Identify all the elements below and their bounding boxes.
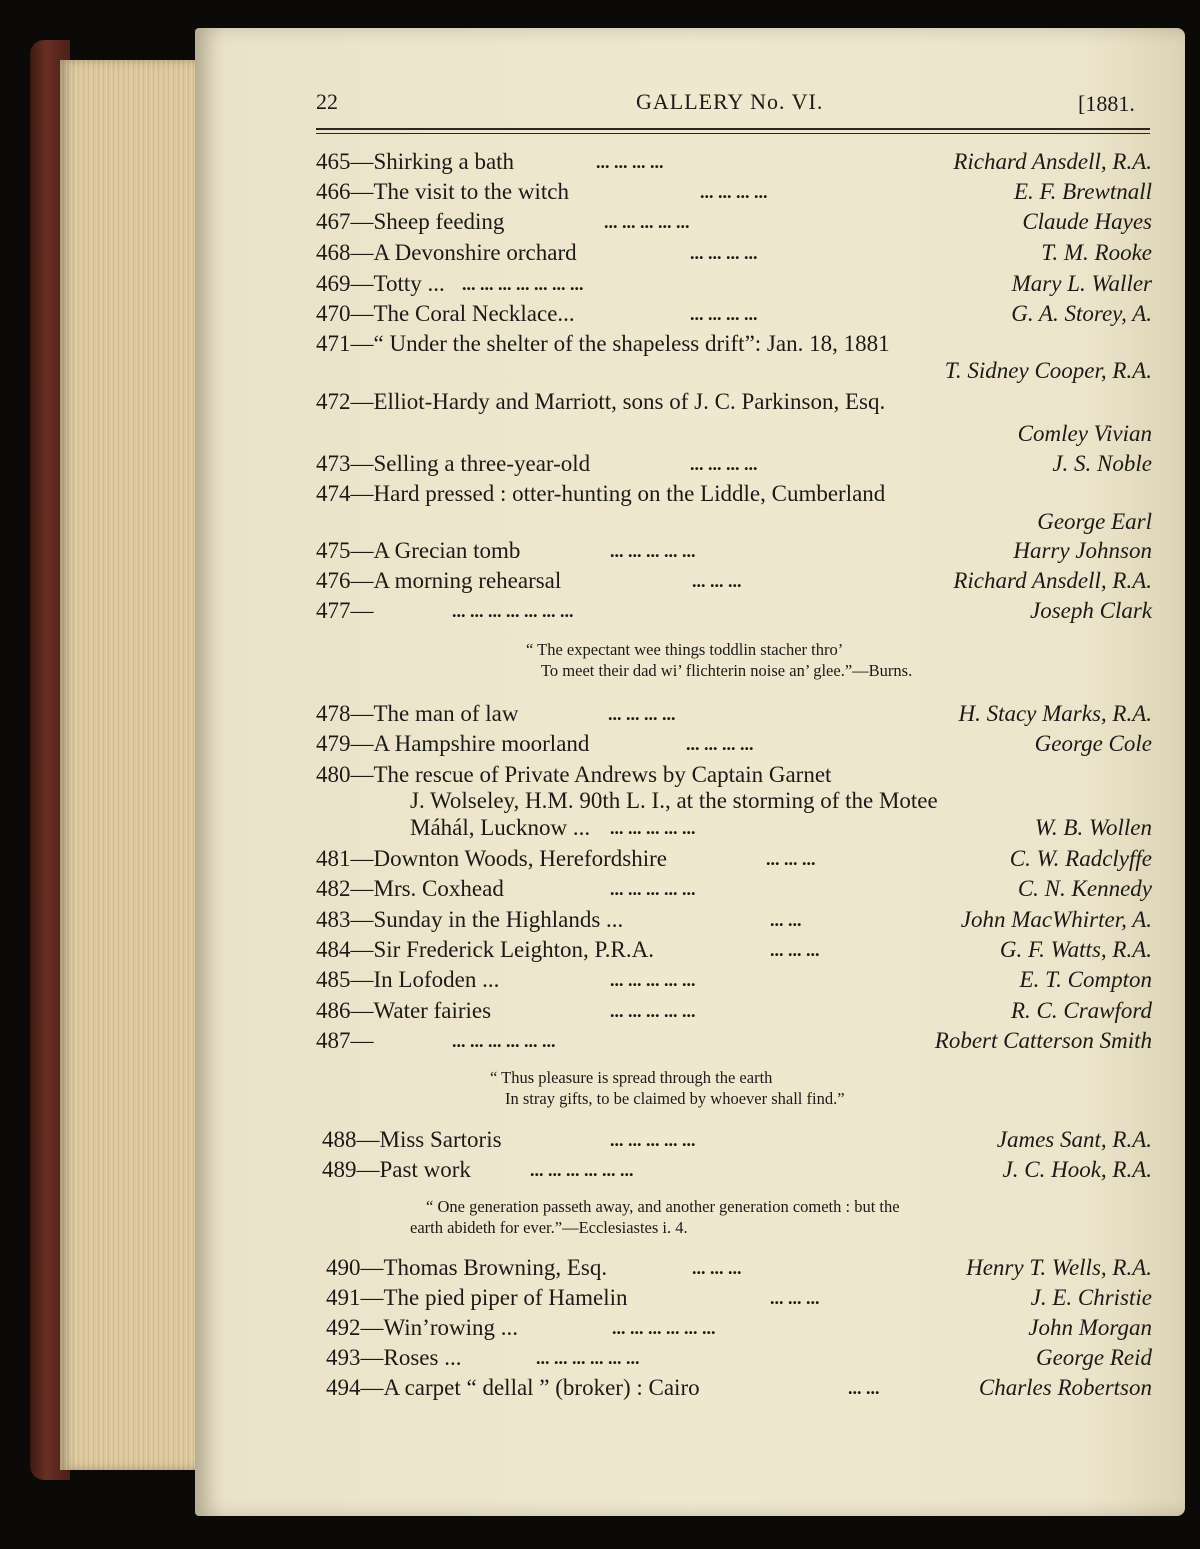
- leader-dots: ... ... ... ... ... ...: [536, 1348, 640, 1368]
- entry-artist: G. A. Storey, A.: [1011, 301, 1152, 326]
- leader-dots: ... ... ... ... ...: [610, 818, 696, 838]
- entry-title: 474—Hard pressed : otter-hunting on the Liddle, Cumberland: [316, 481, 886, 506]
- header-rule: [316, 128, 1150, 130]
- entry-artist: Henry T. Wells, R.A.: [966, 1255, 1152, 1280]
- entry-title: 469—Totty ...: [316, 271, 445, 296]
- quote-line: earth abideth for ever.”—Ecclesiastes i. 4.: [410, 1218, 688, 1237]
- quote-line: “ One generation passeth away, and another generation cometh : but the: [426, 1197, 900, 1216]
- entry-artist: Robert Catterson Smith: [934, 1028, 1152, 1053]
- page-title: GALLERY No. VI.: [636, 89, 824, 114]
- entry-artist: E. F. Brewtnall: [1014, 179, 1152, 204]
- entry-title: 487—: [316, 1028, 374, 1053]
- entry-artist: Joseph Clark: [1029, 598, 1152, 623]
- entry-title: 492—Win’rowing ...: [326, 1315, 518, 1340]
- entry-title: 483—Sunday in the Highlands ...: [316, 907, 624, 932]
- entry-artist: T. Sidney Cooper, R.A.: [944, 358, 1152, 383]
- entry-artist: T. M. Rooke: [1041, 240, 1152, 265]
- entry-title: 485—In Lofoden ...: [316, 967, 500, 992]
- leader-dots: ... ... ... ... ...: [610, 1130, 696, 1150]
- entry-artist: Comley Vivian: [1017, 421, 1152, 446]
- entry-title: 493—Roses ...: [326, 1345, 462, 1370]
- quote-line: “ Thus pleasure is spread through the earth: [490, 1068, 773, 1087]
- leader-dots: ... ... ...: [692, 571, 742, 591]
- entry-title: 476—A morning rehearsal: [316, 568, 562, 593]
- entry-artist: Harry Johnson: [1013, 538, 1152, 563]
- entry-artist: George Cole: [1034, 731, 1152, 756]
- page-edges: [60, 60, 200, 1470]
- leader-dots: ... ... ... ... ... ... ...: [452, 601, 574, 621]
- leader-dots: ... ... ...: [770, 940, 820, 960]
- entry-title: 490—Thomas Browning, Esq.: [326, 1255, 608, 1280]
- entry-title: 482—Mrs. Coxhead: [316, 876, 504, 901]
- entry-title: 494—A carpet “ dellal ” (broker) : Cairo: [326, 1375, 700, 1400]
- leader-dots: ... ... ... ...: [690, 454, 758, 474]
- quote-line: In stray gifts, to be claimed by whoever shall find.”: [505, 1089, 845, 1108]
- leader-dots: ... ... ...: [766, 849, 816, 869]
- leader-dots: ... ... ... ...: [690, 243, 758, 263]
- entry-artist: E. T. Compton: [1019, 967, 1152, 992]
- leader-dots: ... ... ...: [770, 1288, 820, 1308]
- entry-title: 478—The man of law: [316, 701, 519, 726]
- entry-artist: R. C. Crawford: [1010, 998, 1152, 1023]
- entry-title: 468—A Devonshire orchard: [316, 240, 577, 265]
- entry-artist: George Earl: [1037, 509, 1152, 534]
- entry-title: 471—“ Under the shelter of the shapeless drift”: Jan. 18, 1881: [316, 331, 890, 356]
- leader-dots: ... ...: [770, 910, 802, 930]
- leader-dots: ... ... ... ... ... ...: [530, 1160, 634, 1180]
- entry-artist: Richard Ansdell, R.A.: [953, 149, 1152, 174]
- quote-line: To meet their dad wi’ flichterin noise an’ glee.”—Burns.: [541, 661, 913, 680]
- entry-artist: John MacWhirter, A.: [960, 907, 1152, 932]
- entry-title: 465—Shirking a bath: [316, 149, 515, 174]
- leader-dots: ... ... ... ...: [596, 152, 664, 172]
- entry-title-cont: J. Wolseley, H.M. 90th L. I., at the storming of the Motee: [410, 788, 938, 813]
- entry-artist: C. W. Radclyffe: [1009, 846, 1152, 871]
- leader-dots: ... ... ... ... ... ...: [452, 1031, 556, 1051]
- entry-artist: G. F. Watts, R.A.: [999, 937, 1152, 962]
- entry-title: 472—Elliot-Hardy and Marriott, sons of J. C. Parkinson, Esq.: [316, 389, 886, 414]
- leader-dots: ... ... ... ...: [686, 734, 754, 754]
- leader-dots: ... ... ... ... ...: [610, 970, 696, 990]
- entry-title: 475—A Grecian tomb: [316, 538, 521, 563]
- entry-title: 484—Sir Frederick Leighton, P.R.A.: [316, 937, 654, 962]
- entry-artist: J. S. Noble: [1052, 451, 1152, 476]
- entry-title: 477—: [316, 598, 374, 623]
- entry-title: 486—Water fairies: [316, 998, 492, 1023]
- quote-line: “ The expectant wee things toddlin stacher thro’: [526, 640, 844, 659]
- entry-title: 491—The pied piper of Hamelin: [326, 1285, 628, 1310]
- leader-dots: ... ... ... ... ... ... ...: [462, 274, 584, 294]
- entry-title: 479—A Hampshire moorland: [316, 731, 590, 756]
- entry-title: 466—The visit to the witch: [316, 179, 569, 204]
- entry-title-cont: Máhál, Lucknow ...: [410, 815, 591, 840]
- leader-dots: ... ... ... ...: [700, 182, 768, 202]
- entry-title: 488—Miss Sartoris: [322, 1127, 502, 1152]
- entry-artist: Richard Ansdell, R.A.: [953, 568, 1152, 593]
- entry-artist: Mary L. Waller: [1011, 271, 1152, 296]
- entry-artist: Claude Hayes: [1022, 209, 1152, 234]
- entry-artist: James Sant, R.A.: [996, 1127, 1152, 1152]
- entry-artist: Charles Robertson: [978, 1375, 1152, 1400]
- entry-title: 489—Past work: [322, 1157, 471, 1182]
- year-label: [1881.: [1078, 91, 1135, 116]
- entry-title: 480—The rescue of Private Andrews by Captain Garnet: [316, 762, 832, 787]
- page-number: 22: [316, 89, 338, 114]
- leader-dots: ... ... ... ... ...: [610, 1001, 696, 1021]
- entry-title: 467—Sheep feeding: [316, 209, 505, 234]
- entry-artist: H. Stacy Marks, R.A.: [958, 701, 1152, 726]
- entry-artist: J. E. Christie: [1030, 1285, 1152, 1310]
- entry-artist: C. N. Kennedy: [1017, 876, 1152, 901]
- entry-artist: John Morgan: [1028, 1315, 1152, 1340]
- entry-title: 481—Downton Woods, Herefordshire: [316, 846, 667, 871]
- leader-dots: ... ... ... ... ...: [604, 212, 690, 232]
- entry-title: 470—The Coral Necklace...: [316, 301, 575, 326]
- entry-artist: J. C. Hook, R.A.: [1002, 1157, 1152, 1182]
- entry-artist: George Reid: [1035, 1345, 1152, 1370]
- entry-artist: W. B. Wollen: [1034, 815, 1152, 840]
- leader-dots: ... ... ... ... ...: [610, 541, 696, 561]
- entry-title: 473—Selling a three-year-old: [316, 451, 591, 476]
- leader-dots: ... ... ... ... ...: [610, 879, 696, 899]
- header-rule-thin: [316, 133, 1150, 134]
- leader-dots: ... ... ...: [692, 1258, 742, 1278]
- leader-dots: ... ...: [848, 1378, 880, 1398]
- leader-dots: ... ... ... ...: [608, 704, 676, 724]
- leader-dots: ... ... ... ...: [690, 304, 758, 324]
- leader-dots: ... ... ... ... ... ...: [612, 1318, 716, 1338]
